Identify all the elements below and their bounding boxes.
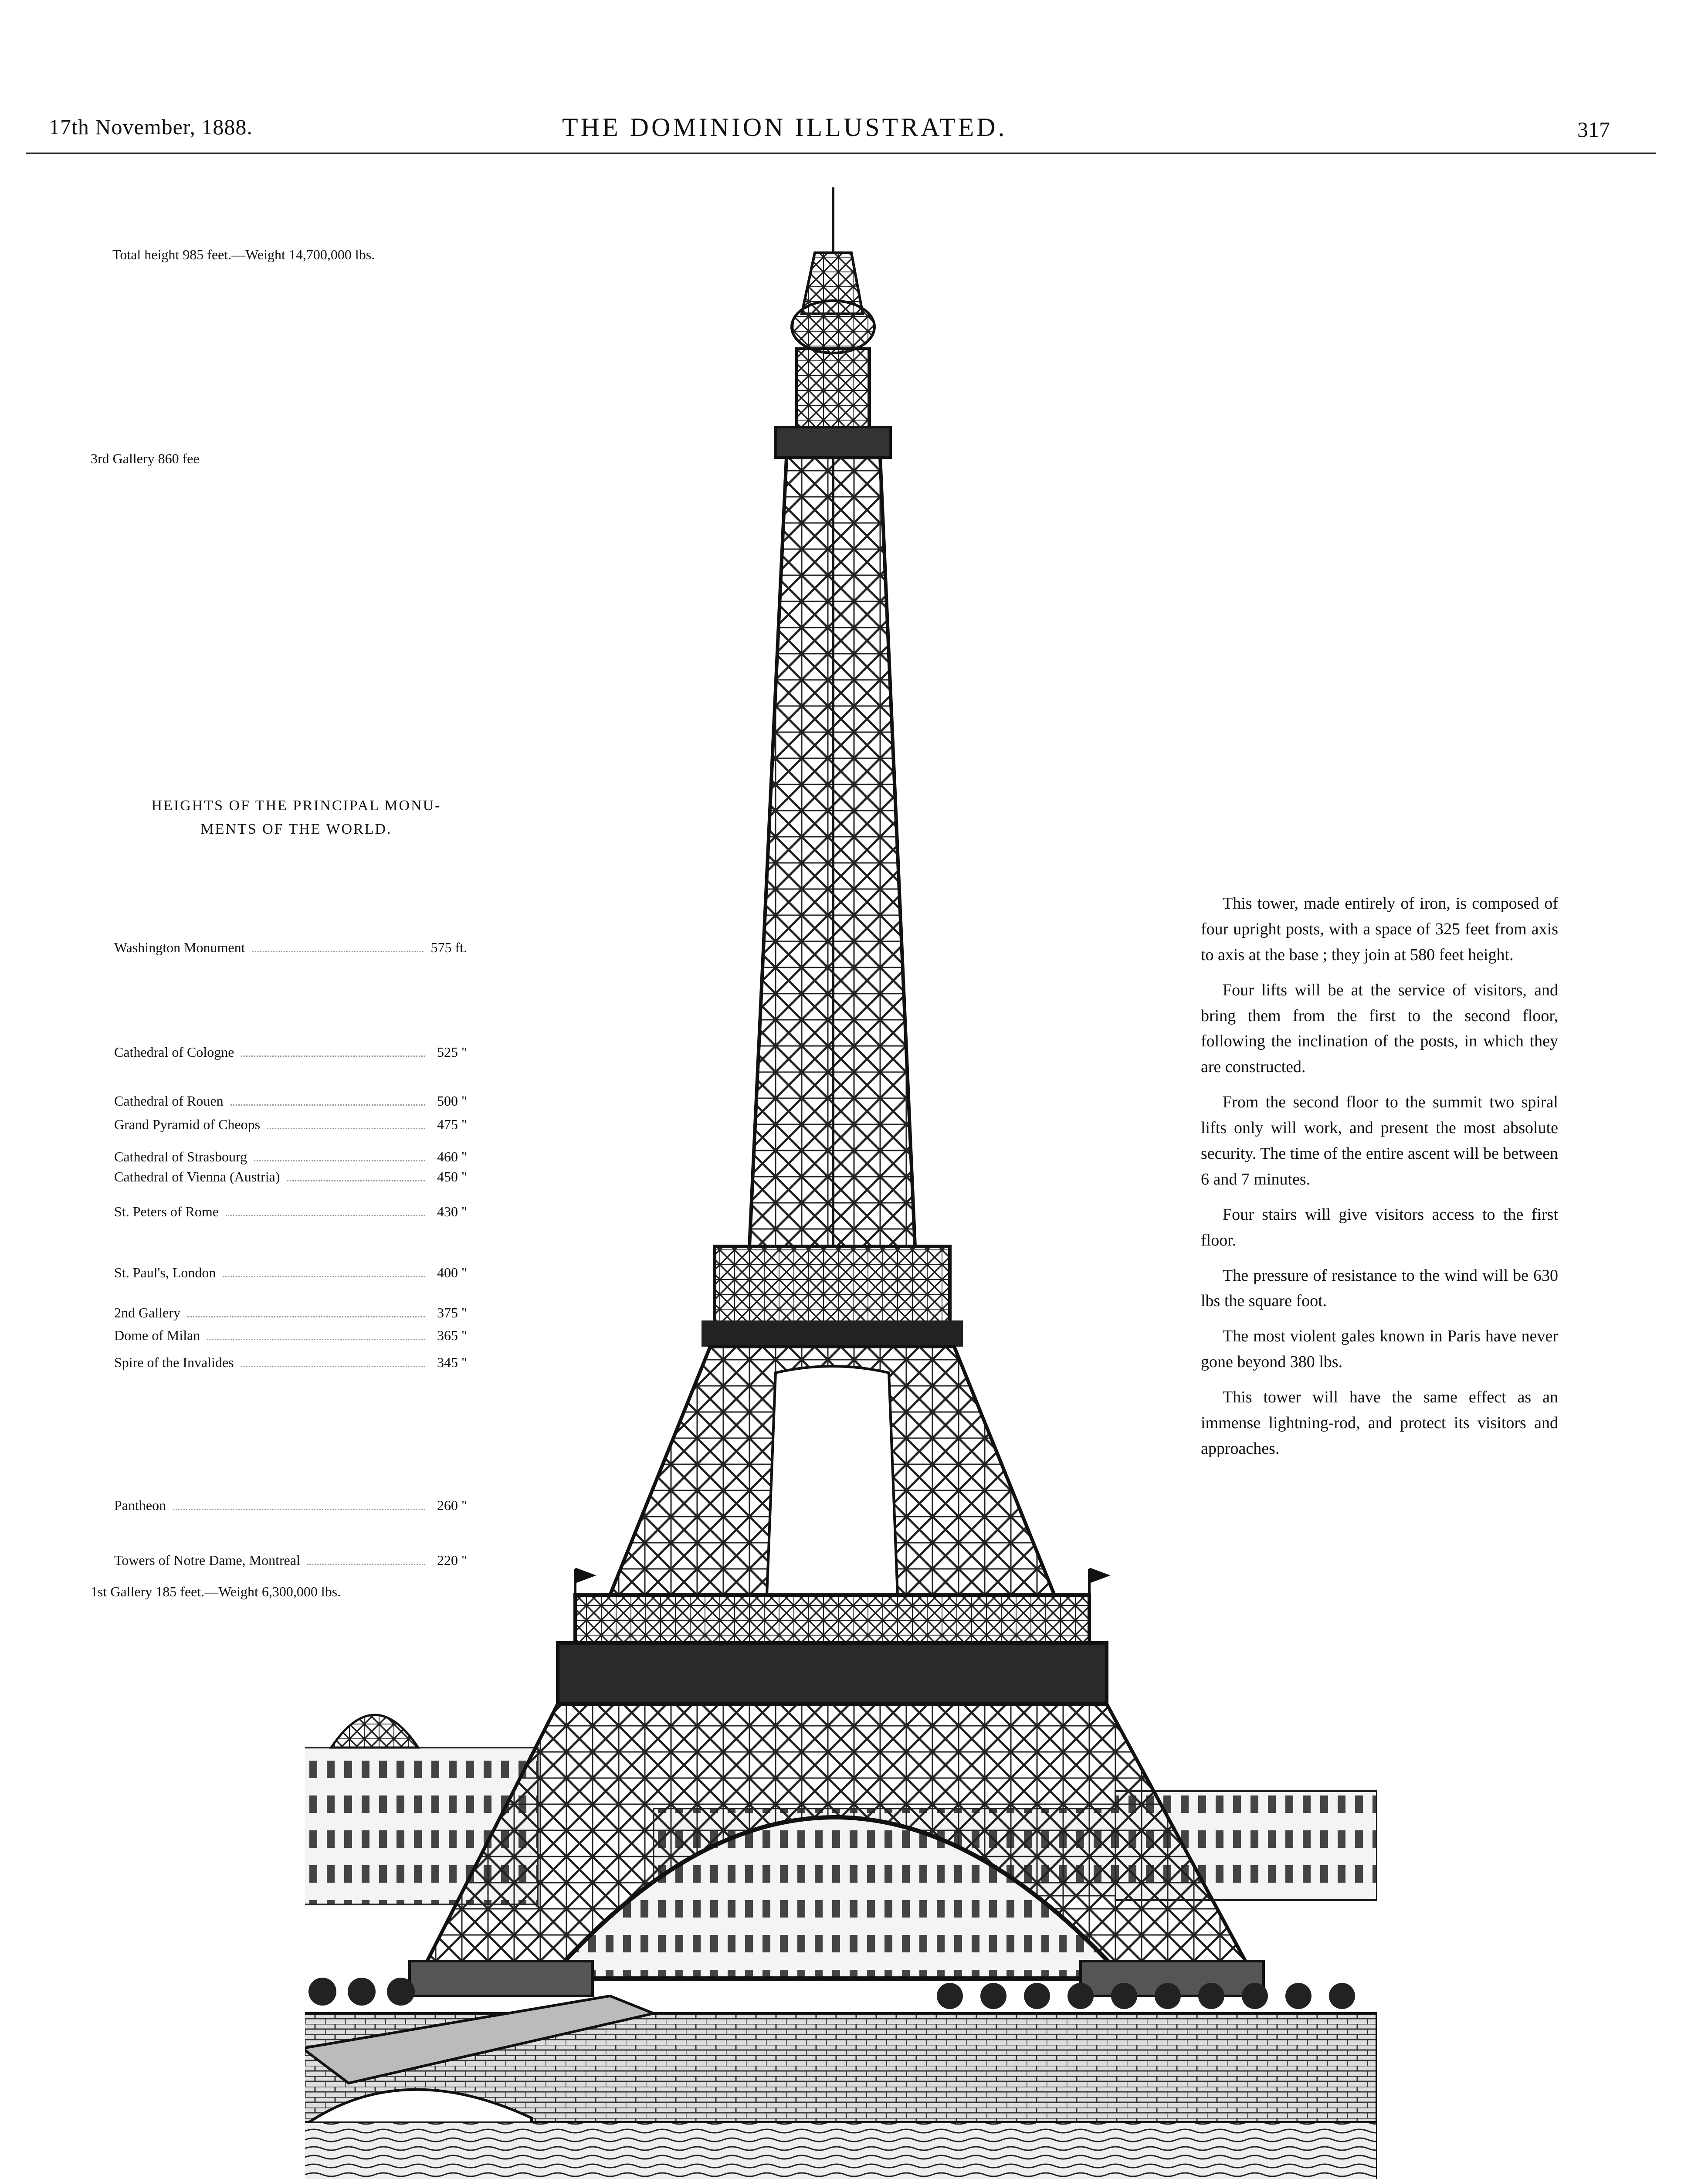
- campanile: [796, 349, 870, 436]
- leg-base-left: [410, 1961, 593, 1996]
- cupola: [792, 301, 874, 353]
- third-gallery: [776, 427, 891, 458]
- total-height-note: Total height 985 feet.—Weight 14,700,000 lbs.: [112, 247, 375, 262]
- monument-name: Grand Pyramid of Cheops: [114, 1117, 261, 1132]
- river-seine: [305, 2122, 1377, 2179]
- monument-height: 525 ": [437, 1044, 467, 1060]
- dome: [331, 1715, 418, 1748]
- monument-name: Towers of Notre Dame, Montreal: [114, 1552, 300, 1568]
- monument-height: 220 ": [437, 1552, 467, 1568]
- monument-height: 430 ": [437, 1204, 467, 1219]
- monument-name: Cathedral of Cologne: [114, 1044, 234, 1060]
- monument-height: 365 ": [437, 1327, 467, 1343]
- description-paragraph: Four lifts will be at the service of visitors, and bring them from the first to the second floor, following the inclination of the posts, in which they are constructed.: [1201, 981, 1558, 1076]
- first-platform-balustrade: [575, 1595, 1089, 1643]
- monument-height: 500 ": [437, 1093, 467, 1109]
- first-gallery-note: 1st Gallery 185 feet.—Weight 6,300,000 lbs.: [91, 1584, 341, 1599]
- monument-height: 575 ft.: [430, 940, 467, 955]
- monument-height: 260 ": [437, 1497, 467, 1513]
- monument-name: Washington Monument: [114, 940, 245, 955]
- header-rule: [26, 153, 1656, 154]
- monument-height: 345 ": [437, 1354, 467, 1370]
- masthead-title: THE DOMINION ILLUSTRATED.: [562, 113, 1007, 142]
- heights-heading-line2: MENTS OF THE WORLD.: [200, 821, 392, 838]
- tower-description: [1201, 891, 1558, 1471]
- monument-height: 375 ": [437, 1305, 467, 1320]
- monument-name: Cathedral of Rouen: [114, 1093, 224, 1109]
- monument-name: Dome of Milan: [114, 1327, 200, 1343]
- description-paragraph: Four stairs will give visitors access to the first floor.: [1201, 1205, 1558, 1249]
- monument-name: St. Peters of Rome: [114, 1204, 219, 1219]
- issue-date: 17th November, 1888.: [49, 115, 253, 139]
- monument-height: 460 ": [437, 1149, 467, 1164]
- first-platform-deck: [558, 1643, 1107, 1704]
- second-platform-deck: [702, 1320, 963, 1347]
- page-number: 317: [1577, 117, 1610, 142]
- monument-name: Cathedral of Strasbourg: [114, 1149, 247, 1164]
- monument-name: Cathedral of Vienna (Austria): [114, 1169, 280, 1185]
- middle-gap: [767, 1366, 898, 1595]
- monument-name: St. Paul's, London: [114, 1265, 216, 1280]
- description-paragraph: The pressure of resistance to the wind will be 630 lbs the square foot.: [1201, 1266, 1558, 1310]
- monument-name: 2nd Gallery: [114, 1305, 180, 1320]
- description-paragraph: The most violent gales known in Paris have never gone beyond 380 lbs.: [1201, 1327, 1558, 1371]
- description-paragraph: This tower, made entirely of iron, is composed of four upright posts, with a space of 325 feet from axis to axis at the base ; they join at 580 feet height.: [1201, 894, 1558, 964]
- description-paragraph: This tower will have the same effect as an immense lightning-rod, and protect its visitors and approaches.: [1201, 1388, 1558, 1458]
- monument-height: 450 ": [437, 1169, 467, 1185]
- monument-height: 475 ": [437, 1117, 467, 1132]
- monument-name: Pantheon: [114, 1497, 166, 1513]
- third-gallery-note: 3rd Gallery 860 fee: [91, 451, 200, 466]
- description-paragraph: From the second floor to the summit two spiral lifts only will work, and present the most absolute security. The time of the entire ascent will be between 6 and 7 minutes.: [1201, 1093, 1558, 1188]
- monument-height: 400 ": [437, 1265, 467, 1280]
- flag-left: [575, 1569, 593, 1595]
- heights-heading-line1: HEIGHTS OF THE PRINCIPAL MONU-: [151, 798, 441, 814]
- second-platform: [715, 1246, 950, 1325]
- monument-name: Spire of the Invalides: [114, 1354, 234, 1370]
- flag-right: [1089, 1569, 1107, 1595]
